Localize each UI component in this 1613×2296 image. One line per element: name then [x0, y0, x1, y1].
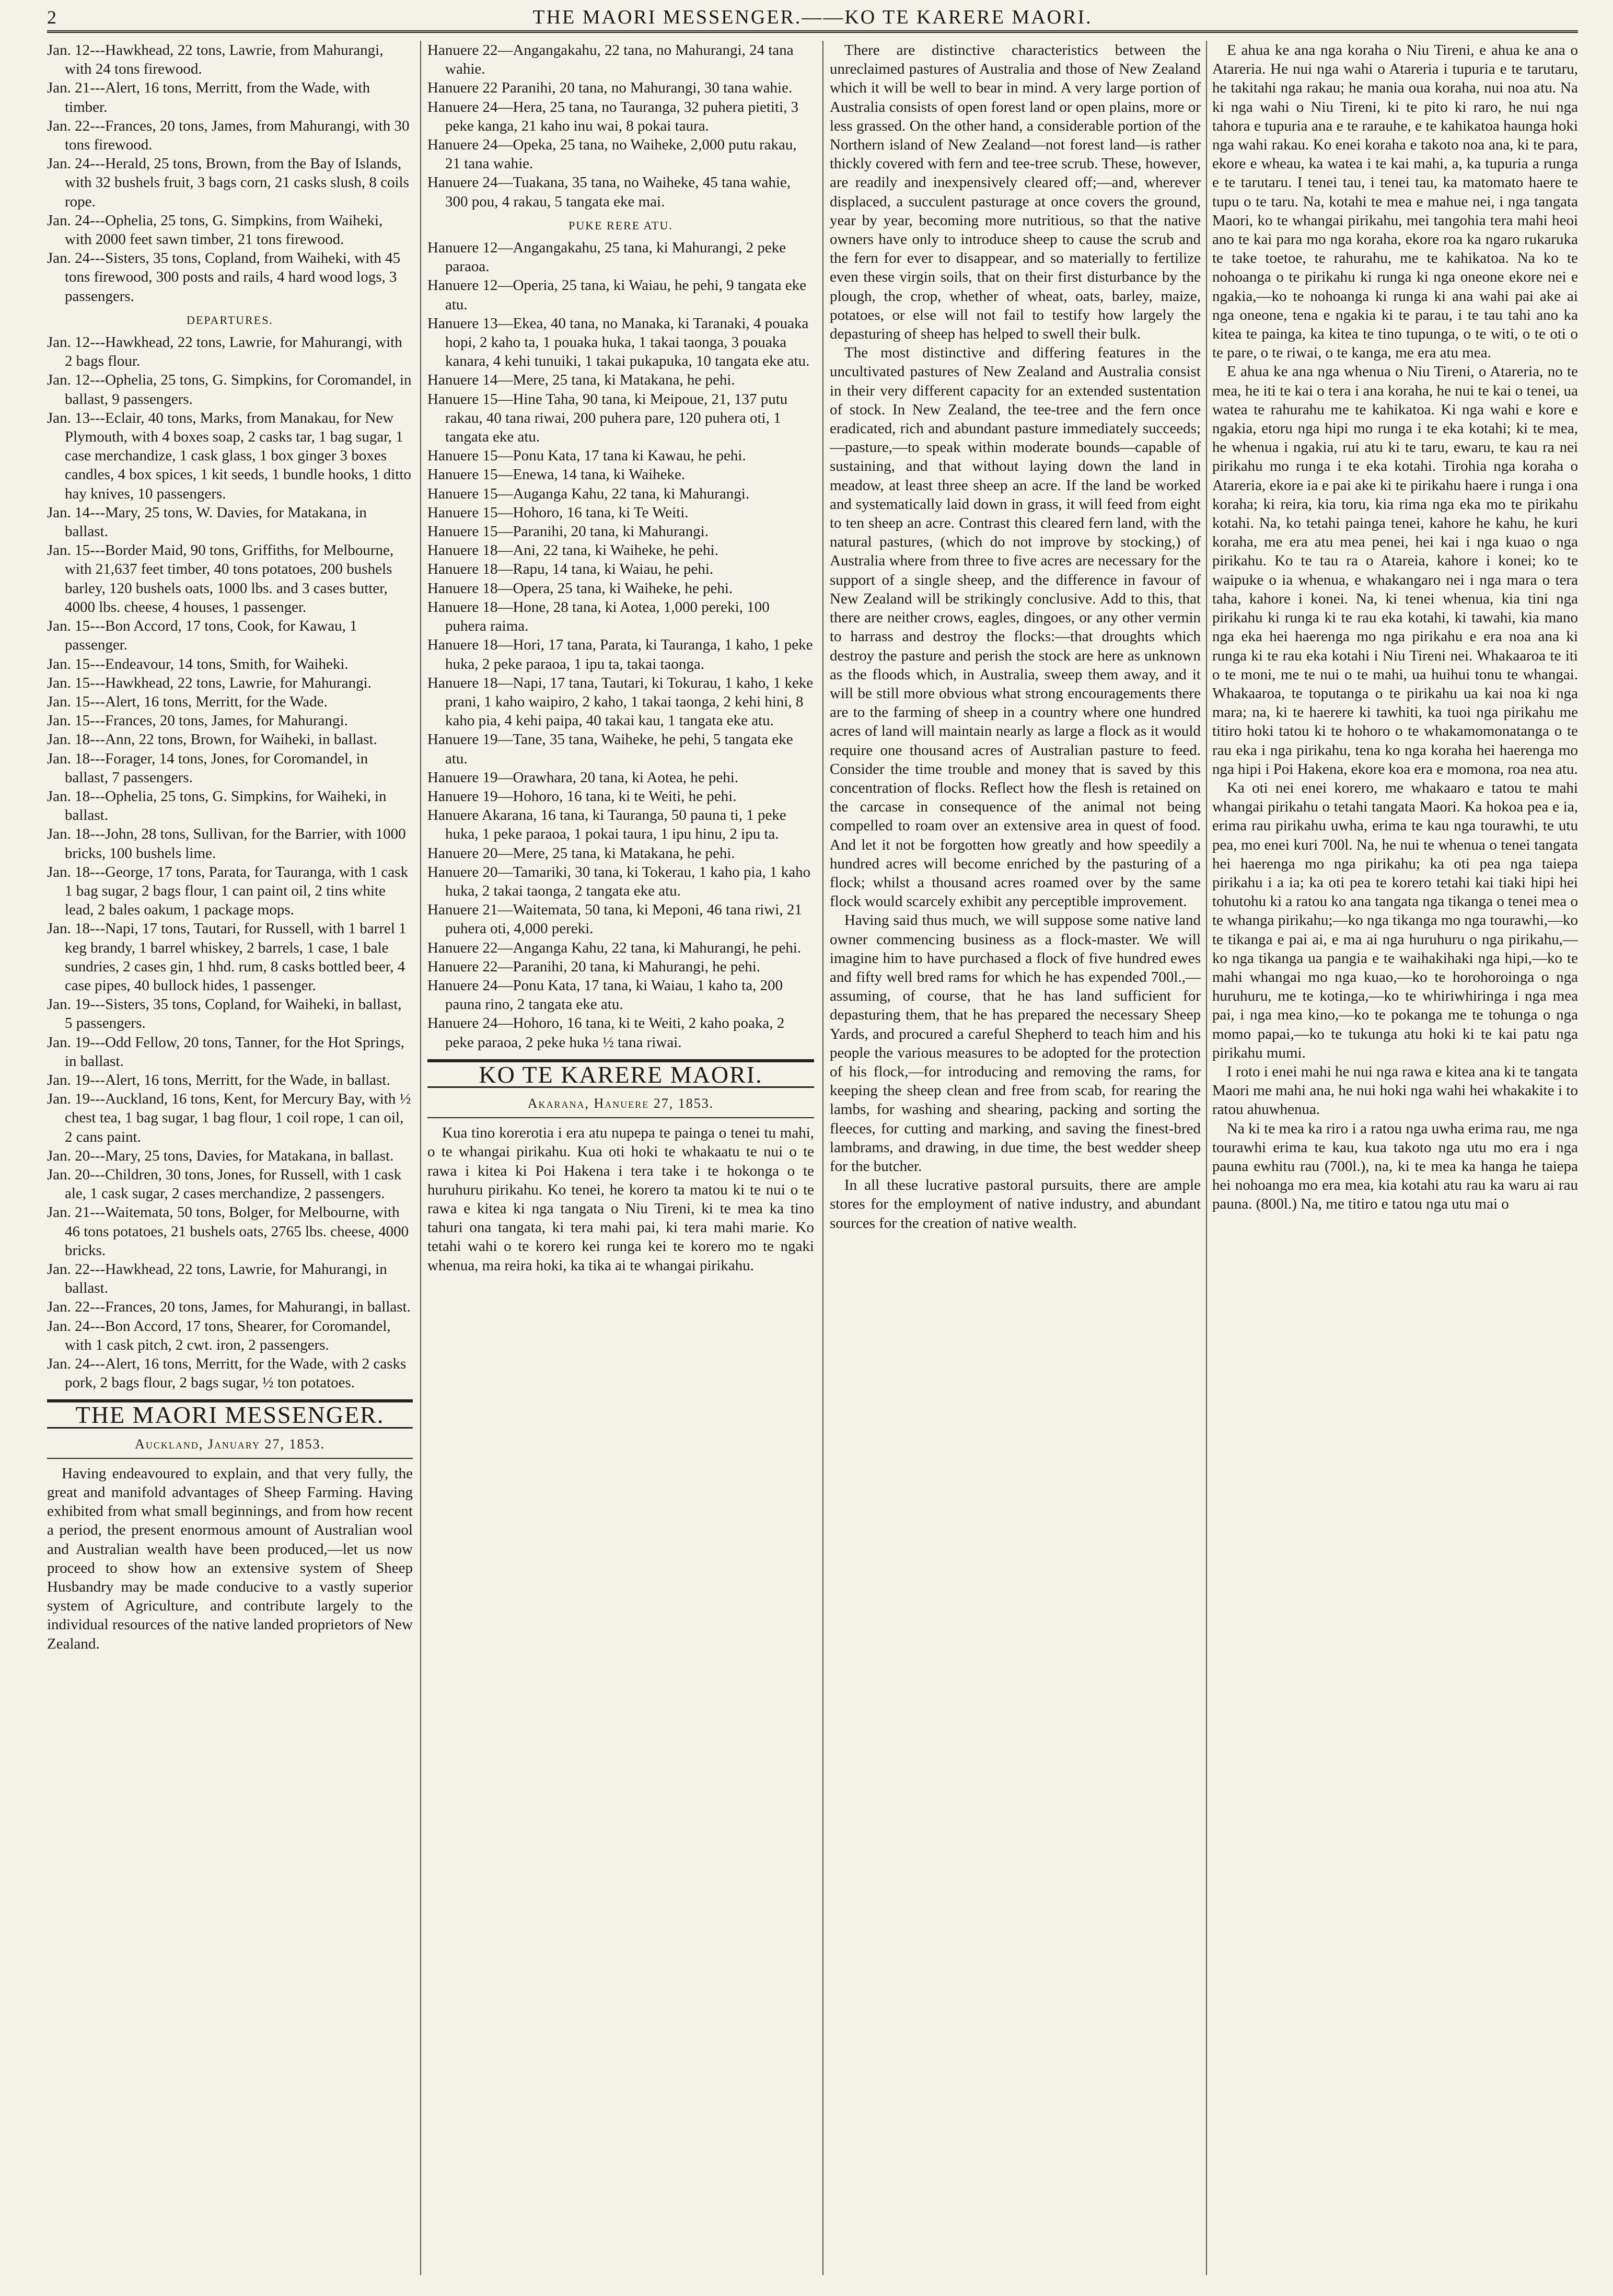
article-paragraph: The most distinctive and differing features in the uncultivated pastures of New Zealand and Australia consist in their very different capacity for an extended sustentation of stock. In New Zealand, the tee-tree and the fern once eradicated, rich and abundant pasture immediately succeeds;—pasture,—to speak within moderate bounds—capable of sustaining, and that without laying down the land in meadow, at least three sheep an acre. If the land be worked and systematically laid down in grass, it will feed from eight to ten sheep an acre. Contrast this cleared fern land, with the natural pastures, (which do not improve by stocking,) of Australia where from three to five acres are necessary for the support of a single sheep, and the difference in favour of New Zealand will be strikingly conclusive. Add to this, that there are neither crows, eagles, dingoes, or any other vermin to harrass and destroy the flocks:—that droughts which destroy the pasture and perish the stock are here as unknown as the floods which, in Australia, sweep them away, and it will be still more obvious what strong encouragements there are to the farming of sheep in a country where one hundred acres of land will maintain nearly as large a flock as it would require one thousand acres of Australian pasture to feed. Consider the time trouble and money that is saved by this concentration of flocks. Reflect how the flesh is retained on the carcase in consequence of the animal not being compelled to roam over an extensive area in quest of food. And let it not be forgotten how greatly and how speedily a hundred acres will become enriched by the pasturing of a flock; whilst a thousand acres roamed over by the same flock would scarcely exhibit any perceptible improvement.: [830, 344, 1201, 910]
shipping-entry: Hanuere 20—Mere, 25 tana, ki Matakana, he pehi.: [427, 844, 735, 862]
shipping-entry: Hanuere 24—Opeka, 25 tana, no Waiheke, 2,000 putu rakau, 21 tana wahie.: [427, 136, 797, 172]
column-rule-2: [822, 41, 823, 2275]
shipping-entry: Jan. 18---Napi, 17 tons, Tautari, for Russell, with 1 barrel 1 keg brandy, 1 barrel whiskey, 2 barrels, 1 case, 1 bale sundries, 2 cases gin, 1 hhd. rum, 8 casks bottled beer, 4 case pipes, 40 bullock hides, 1 passenger.: [47, 920, 407, 994]
shipping-entry: Hanuere 22—Angangakahu, 22 tana, no Mahurangi, 24 tana wahie.: [427, 42, 794, 78]
shipping-entry: Hanuere 19—Orawhara, 20 tana, ki Aotea, he pehi.: [427, 769, 739, 786]
shipping-entry: Jan. 13---Eclair, 40 tons, Marks, from Manakau, for New Plymouth, with 4 boxes soap, 2 casks tar, 1 bag sugar, 1 case merchandize, 1 cask glass, 1 box ginger 3 boxes candles, 4 box spices, 1 kit seeds, 1 bundle hooks, 1 ditto hay knives, 10 passengers.: [47, 409, 411, 502]
shipping-entry: Hanuere 22 Paranihi, 20 tana, no Mahurangi, 30 tana wahie.: [427, 79, 793, 97]
masthead-maori: KO TE KARERE MAORI.: [427, 1059, 814, 1088]
article-paragraph: Having endeavoured to explain, and that very fully, the great and manifold advantages of Sheep Farming. Having exhibited from what small beginnings, and from how recent a period, the present enormous amount of Australian wool and Australian wealth have been produced,—let us now proceed to show how an extensive system of Sheep Husbandry may be made conducive to a vastly superior system of Agriculture, and contribute largely to the individual resources of the native landed proprietors of New Zealand.: [47, 1465, 413, 1652]
shipping-entry: Hanuere 12—Operia, 25 tana, ki Waiau, he pehi, 9 tangata eke atu.: [427, 277, 807, 313]
shipping-entry: Jan. 12---Ophelia, 25 tons, G. Simpkins, for Coromandel, in ballast, 9 passengers.: [47, 372, 412, 408]
article-paragraph: There are distinctive characteristics between the unreclaimed pastures of Australia and those of New Zealand which it will be well to bear in mind. A very large portion of Australia consists of open forest land or open plains, more or less grassed. On the other hand, a considerable portion of the Northern island of New Zealand—not forest land—is rather thickly covered with fern and tee-tree scrub. These, however, are readily and inexpensively cleared off;—and, wherever displaced, a succulent pasturage at once covers the ground, year by year, becoming more nutritious, so that the native owners have only to introduce sheep to cause the scrub and the fern for ever to disappear, and so materially to fertilize even these virgin soils, that on their first disturbance by the plough, the crop, whether of wheat, oats, barley, maize, potatoes, or else will not fail to testify how largely the depasturing of sheep has helped to swell their bulk.: [830, 42, 1201, 343]
shipping-arrivals-en: [47, 41, 413, 306]
shipping-entry: Jan. 24---Herald, 25 tons, Brown, from the Bay of Islands, with 32 bushels fruit, 3 bags corn, 21 casks slush, 8 coils rope.: [47, 155, 409, 210]
shipping-entry: Hanuere 22—Anganga Kahu, 22 tana, ki Mahurangi, he pehi.: [427, 939, 802, 956]
article-paragraph: E ahua ke ana nga koraha o Niu Tireni, e ahua ke ana o Atareria. He nui nga wahi o Atareria i tupuria e te tarutaru, he takitahi nga rakau; he mania oua koraha, nui noa atu. Na ki nga wahi o Niu Tireni, ki te pito ki raro, he nui nga tahora e tupuria ana e te rarauhe, e te kahikatoa haunga hoki nga wahi rakau. Ko enei koraha e takoto noa ana, ki te para, ekore e wheau, ka watea i te kai mahi, a, ka tupuria a runga e te tarutaru. I tenei tau, i tenei tau, ka matomato haere te tupu o te taru. Na, kotahi te mea e mahue nei, i nga tangata Maori, ko te whangai pirikahu, mei tangohia tera mahi heoi ano te kai para mo nga koraha, ekore roa ka ngaro rukaruka te take toetoe, te rahurahu, me te kahikatoa. Na ko te nohoanga o te pirikahu ki runga ki nga oneone ekore nei e ngakia,—ko te nohoanga ki runga ki ana wahi pai ake ai nga oneone, tena e ngakia ki te parau, i te tau tahi ano ka kitea te painga, ka kitea te tino tupunga, o te witi, o te oti o te pare, o te riwai, o te kanga, me era atu mea.: [1212, 42, 1578, 362]
shipping-entry: Hanuere 18—Opera, 25 tana, ki Waiheke, he pehi.: [427, 579, 733, 597]
shipping-entry: Hanuere 15—Hohoro, 16 tana, ki Te Weiti.: [427, 504, 689, 521]
shipping-entry: Jan. 18---George, 17 tons, Parata, for Tauranga, with 1 cask 1 bag sugar, 2 bags flour, 1 can paint oil, 2 tins white lead, 2 bales oakum, 1 package mops.: [47, 863, 409, 919]
shipping-entry: Hanuere 15—Ponu Kata, 17 tana ki Kawau, he pehi.: [427, 447, 746, 465]
article-paragraph: Kua tino korerotia i era atu nupepa te painga o tenei tu mahi, o te whangai pirikahu. Kua oti hoki te whakaatu te nui o te rawa i kitea ki Poi Hakena i tera take i te hokonga o te huruhuru pirikahu. Ko tenei, he korero ta matou ki te nui o te rawa e kitea ki nga tangata o Niu Tireni, ki te mea ka tino tahuri ona tangata, ki tera mahi pai, ki tera mahi marie. Ko tetahi wahi o te korero kei runga kei te korero mo te ngaki whenua, ma reira hoki, ka tika ai te whangai pirikahu.: [427, 1124, 814, 1274]
shipping-entry: Jan. 12---Hawkhead, 22 tons, Lawrie, from Mahurangi, with 24 tons firewood.: [47, 42, 384, 78]
shipping-entry: Jan. 15---Bon Accord, 17 tons, Cook, for Kawau, 1 passenger.: [47, 618, 357, 654]
article-paragraph: Having said thus much, we will suppose some native land owner commencing business as a flock-master. We will imagine him to have purchased a flock of five hundred ewes and fifty well bred rams for which he has expended 700l.,—assuming, of course, that he has land sufficient for depasturing them, that he has prepared the necessary Sheep Yards, and procured a careful Shepherd to teach him and his people the various measures to be adopted for the protection of his flock,—for introducing and removing the rams, for keeping the sheep clean and free from scab, for rearing the lambs, for washing and shearing, packing and sorting the fleeces, for cutting and marking, and saving the finest-bred lambrams, and drawing, in due time, the best wedder sheep for the butcher.: [830, 912, 1201, 1175]
shipping-entry: Hanuere 18—Hori, 17 tana, Parata, ki Tauranga, 1 kaho, 1 peke huka, 2 peke paraoa, 1 ipu ta, takai taonga.: [427, 636, 813, 672]
shipping-entry: Hanuere 18—Ani, 22 tana, ki Waiheke, he pehi.: [427, 542, 718, 559]
article-paragraph: Na ki te mea ka riro i a ratou nga uwha erima rau, me nga tourawhi erima te kau, kua takoto nga utu mo era i nga pauna ewhitu rau (700l.), na, ki te mea ka hanga he taiepa hei nohoanga mo era mea, kia kotahi atu rau ka waru ai rau pauna. (800l.) Na, me titiro e tatou nga utu mai o: [1212, 1120, 1578, 1213]
shipping-entry: Jan. 15---Frances, 20 tons, James, for Mahurangi.: [47, 712, 348, 729]
shipping-entry: Hanuere 15—Paranihi, 20 tana, ki Mahurangi.: [427, 523, 709, 540]
shipping-entry: Jan. 24---Ophelia, 25 tons, G. Simpkins, from Waiheki, with 2000 feet sawn timber, 21 tons firewood.: [47, 212, 383, 248]
shipping-entry: Jan. 20---Mary, 25 tons, Davies, for Matakana, in ballast.: [47, 1147, 394, 1164]
shipping-entry: Jan. 14---Mary, 25 tons, W. Davies, for Matakana, in ballast.: [47, 504, 367, 540]
shipping-entry: Hanuere 20—Tamariki, 30 tana, ki Tokerau, 1 kaho pia, 1 kaho huka, 2 takai taonga, 2 tangata eke atu.: [427, 863, 811, 899]
shipping-entry: Hanuere 15—Enewa, 14 tana, ki Waiheke.: [427, 466, 686, 483]
shipping-entry: Jan. 18---Ophelia, 25 tons, G. Simpkins, for Waiheki, in ballast.: [47, 787, 387, 824]
shipping-entry: Hanuere 24—Hera, 25 tana, no Tauranga, 32 puhera pietiti, 3 peke kanga, 21 kaho inu wai, 8 pokai taura.: [427, 98, 799, 134]
shipping-entry: Jan. 19---Sisters, 35 tons, Copland, for Waiheki, in ballast, 5 passengers.: [47, 996, 402, 1032]
shipping-entry: Hanuere 13—Ekea, 40 tana, no Manaka, ki Taranaki, 4 pouaka hopi, 2 kaho ta, 1 pouaka huka, 1 takai taonga, 3 pouaka kanara, 4 kehi tunuiki, 1 takai pukapuka, 10 tangata eke atu.: [427, 315, 810, 370]
dateline-maori: Akarana, Hanuere 27, 1853.: [427, 1092, 814, 1118]
shipping-entry: Hanuere 24—Hohoro, 16 tana, ki te Weiti, 2 kaho poaka, 2 peke paraoa, 2 peke huka ½ tana riwai.: [427, 1015, 785, 1051]
shipping-entry: Hanuere 18—Napi, 17 tana, Tautari, ki Tokurau, 1 kaho, 1 keke prani, 1 kaho waipiro, 2 kaho, 1 takai taonga, 2 kehi hini, 8 kaho pia, 4 kehi paipa, 40 takai kau, 1 tangata eke atu.: [427, 674, 814, 729]
shipping-entry: Jan. 18---Forager, 14 tons, Jones, for Coromandel, in ballast, 7 passengers.: [47, 750, 368, 786]
shipping-entry: Jan. 15---Endeavour, 14 tons, Smith, for Waiheki.: [47, 655, 349, 672]
shipping-entry: Jan. 15---Hawkhead, 22 tons, Lawrie, for Mahurangi.: [47, 674, 372, 691]
running-title: THE MAORI MESSENGER.——KO TE KARERE MAORI.: [532, 6, 1093, 28]
shipping-entry: Hanuere 22—Paranihi, 20 tana, ki Mahurangi, he pehi.: [427, 958, 761, 975]
shipping-entry: Hanuere 24—Ponu Kata, 17 tana, ki Waiau, 1 kaho ta, 200 pauna rino, 2 tangata eke atu.: [427, 977, 783, 1013]
shipping-entry: Jan. 18---John, 28 tons, Sullivan, for the Barrier, with 1000 bricks, 100 bushels lime.: [47, 826, 406, 862]
shipping-entry: Jan. 24---Bon Accord, 17 tons, Shearer, for Coromandel, with 1 cask pitch, 2 cwt. iron, 2 passengers.: [47, 1317, 391, 1353]
departures-heading: DEPARTURES.: [187, 313, 273, 327]
article-paragraph: Ka oti nei enei korero, me whakaaro e tatou te mahi whangai pirikahu o tetahi tangata Maori. Ka hokoa pea e ia, erima rau pirikahu uwha, erima te kau nga tourawhi, te utu pea, mo enei kuri 700l. Na, he nui te whenua o tenei tangata hei haerenga mo nga pirikahu; ka oti pea nga taiepa pirikahu i a ia; ka oti pea te korero tetahi kai tiaki hipi hei tohutohu ki a ratou ko ana tangata nga tikanga o tenei mea o te whanga pirikahu;—ko nga tikanga mo nga tourawhi,—ko te tikanga e pai ai, e ma ai nga huruhuru o nga pirikahu,—ko nga tikanga ua pangia e te waihakihaki nga hipi,—ko te mahi whangai mo nga kuao,—ko te horohoroinga o nga huruhuru, me te kotinga,—ko te whiriwhiringa i nga mea pai, i nga mea kino,—ko te pokanga me te tohunga o nga momo papai,—ko te tukunga atu hoki ki te kai patu nga pirikahu mumi.: [1212, 779, 1578, 1061]
article-paragraph: In all these lucrative pastoral pursuits, there are ample stores for the employment of native industry, and abundant sources for the creation of native wealth.: [830, 1177, 1201, 1232]
shipping-entry: Jan. 22---Frances, 20 tons, James, from Mahurangi, with 30 tons firewood.: [47, 117, 410, 154]
column-3: [830, 41, 1201, 2275]
shipping-entry: Hanuere 24—Tuakana, 35 tana, no Waiheke, 45 tana wahie, 300 pou, 4 rakau, 5 tangata eke mai.: [427, 174, 791, 210]
shipping-entry: Jan. 20---Children, 30 tons, Jones, for Russell, with 1 cask ale, 1 cask sugar, 2 cases merchandize, 2 passengers.: [47, 1166, 402, 1202]
shipping-entry: Jan. 18---Ann, 22 tons, Brown, for Waiheki, in ballast.: [47, 731, 377, 748]
dateline-english: Auckland, January 27, 1853.: [47, 1433, 413, 1459]
shipping-entry: Hanuere 21—Waitemata, 50 tana, ki Meponi, 46 tana riwi, 21 puhera oti, 4,000 pereki.: [427, 901, 802, 937]
shipping-entry: Hanuere 19—Hohoro, 16 tana, ki te Weiti, he pehi.: [427, 787, 737, 805]
shipping-entry: Jan. 15---Alert, 16 tons, Merritt, for the Wade.: [47, 693, 328, 710]
page-number: 2: [47, 7, 58, 28]
shipping-entry: Jan. 22---Frances, 20 tons, James, for Mahurangi, in ballast.: [47, 1298, 411, 1316]
shipping-entry: Hanuere 14—Mere, 25 tana, ki Matakana, he pehi.: [427, 372, 735, 389]
column-rule-3: [1206, 41, 1207, 2275]
shipping-departures-en: [47, 333, 413, 1392]
shipping-entry: Hanuere 15—Hine Taha, 90 tana, ki Meipoue, 21, 137 putu rakau, 40 tana riwai, 200 puhera pare, 120 puhera oti, 1 tangata eke atu.: [427, 390, 788, 446]
shipping-entry: Jan. 24---Sisters, 35 tons, Copland, from Waiheki, with 45 tons firewood, 300 posts and rails, 4 hard wood logs, 3 passengers.: [47, 250, 401, 305]
shipping-entry: Hanuere 12—Angangakahu, 25 tana, ki Mahurangi, 2 peke paraoa.: [427, 239, 786, 275]
column-rule-1: [420, 41, 421, 2275]
shipping-entry: Hanuere 15—Auganga Kahu, 22 tana, ki Mahurangi.: [427, 485, 750, 502]
shipping-entry: Jan. 12---Hawkhead, 22 tons, Lawrie, for Mahurangi, with 2 bags flour.: [47, 334, 402, 370]
masthead-english: THE MAORI MESSENGER.: [47, 1399, 413, 1428]
article-paragraph: E ahua ke ana nga whenua o Niu Tireni, o Atareria, no te mea, he iti te kai o tera i ana koraha, he nui te kai o tenei, ua watea te rahurahu me te kahikatoa. Ki nga wahi e kore e ngakia, etoru nga hipi mo runga i te eka kotahi; ki te mea, he whenua i ngakia, rui atu ki te taru, ewaru, te kau ra nei pirikahu mo runga i te eka kotahi. Tirohia nga koraha o Atareria, ekore ia e pai ake ki te pirikahu haere i runga i ona koraha; ki reira, kia toru, kia rima nga eka mo te pirikahu kotahi. Na, ko tetahi painga tenei, kahore he kahu, he kuri koraha, me era atu mea penei, hei kai i nga kuao o nga pirikahu. Ko te tau ra o Atareia, kahore i konei; ko te waipuke o ia whenua, e whakangaro nei i nga mara o tera taha, kahore i konei. Na, ki tenei whenua, kia tini nga pirikahu ki runga ki te rau eka kotahi, ki tawahi, kia mano nga eka hei haerenga mo nga pirikahu e era noa ana ki runga ki te rau eka kotahi i Niu Tireni nei. Whakaaroa te iti o te moni, me te nui o te mahi, ua huihui tonu te whangai. Whakaaroa, te toputanga o te pirikahu ua kai noa ki nga mara; na, ki te haerere ki tawhiti, ka tuoi nga pirikahu me titiro hoki tatou ki te hohoro o te whakamomonatanga o te rau eka i nga pirikahu, tena ko nga koraha hei haerenga mo nga hipi i Poi Hakena, ekore koa era e momona, roa nea atu.: [1212, 363, 1578, 778]
column-2: [427, 41, 814, 2275]
shipping-entry: Hanuere Akarana, 16 tana, ki Tauranga, 50 pauna ti, 1 peke huka, 1 peke paraoa, 1 pokai taura, 1 ipu hinu, 2 ipu ta.: [427, 807, 786, 843]
departures-heading: PUKE RERE ATU.: [568, 218, 673, 232]
shipping-entry: Jan. 19---Alert, 16 tons, Merritt, for the Wade, in ballast.: [47, 1071, 390, 1088]
shipping-entry: Jan. 19---Odd Fellow, 20 tons, Tanner, for the Hot Springs, in ballast.: [47, 1034, 404, 1070]
shipping-entry: Hanuere 18—Hone, 28 tana, ki Aotea, 1,000 pereki, 100 puhera raima.: [427, 598, 770, 635]
shipping-entry: Jan. 22---Hawkhead, 22 tons, Lawrie, for Mahurangi, in ballast.: [47, 1261, 387, 1297]
column-1: [47, 41, 413, 2275]
shipping-entry: Jan. 19---Auckland, 16 tons, Kent, for Mercury Bay, with ½ chest tea, 1 bag sugar, 1 bag flour, 1 coil rope, 1 can oil, 2 cans paint.: [47, 1091, 411, 1145]
shipping-entry: Hanuere 18—Rapu, 14 tana, ki Waiau, he pehi.: [427, 561, 714, 578]
column-4: [1212, 41, 1578, 2275]
article-paragraph: I roto i enei mahi he nui nga rawa e kitea ana ki te tangata Maori me mahi ana, he nui hoki nga wahi hei whakakite i to ratou ahuwhenua.: [1212, 1063, 1578, 1118]
shipping-entry: Jan. 24---Alert, 16 tons, Merritt, for the Wade, with 2 casks pork, 2 bags flour, 2 bags sugar, ½ ton potatoes.: [47, 1355, 407, 1391]
shipping-arrivals-mi: [427, 41, 814, 211]
shipping-departures-mi: [427, 238, 814, 1052]
page-header: [47, 4, 1578, 33]
shipping-entry: Hanuere 19—Tane, 35 tana, Waiheke, he pehi, 5 tangata eke atu.: [427, 731, 793, 767]
shipping-entry: Jan. 21---Alert, 16 tons, Merritt, from the Wade, with timber.: [47, 79, 370, 115]
shipping-entry: Jan. 15---Border Maid, 90 tons, Griffiths, for Melbourne, with 21,637 feet timber, 40 tons potatoes, 200 bushels barley, 120 bushels oats, 1000 lbs. and 3 cases butter, 4000 lbs. cheese, 4 houses, 1 passenger.: [47, 542, 394, 616]
shipping-entry: Jan. 21---Waitemata, 50 tons, Bolger, for Melbourne, with 46 tons potatoes, 21 bushels oats, 2765 lbs. cheese, 4000 bricks.: [47, 1204, 409, 1259]
